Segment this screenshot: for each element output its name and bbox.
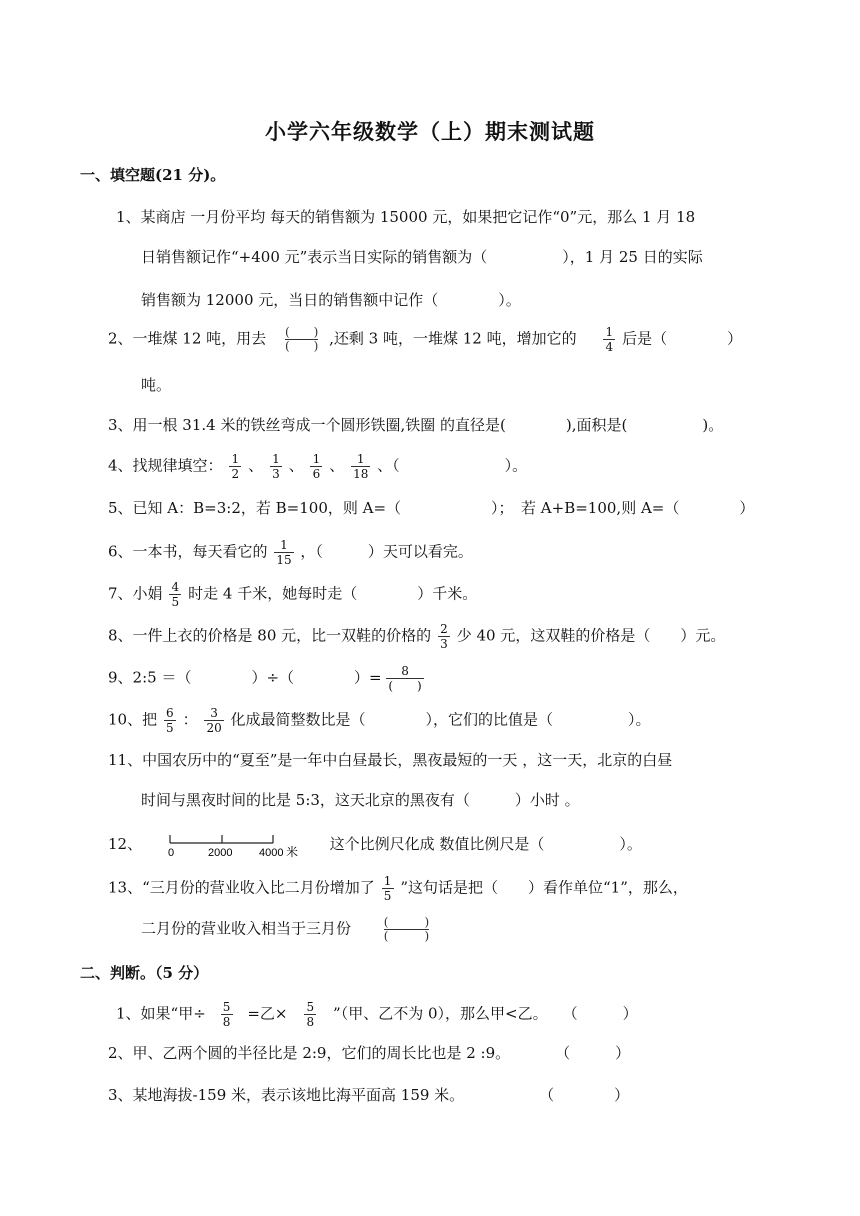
section-judge-heading: 二、判断。（5 分）: [80, 964, 209, 982]
j1-line: [116, 1000, 638, 1029]
q4-separator: 、: [329, 456, 345, 475]
q13-line1: [108, 874, 688, 903]
fraction-numerator: 5: [306, 1000, 315, 1014]
q2-blank-numerator: ( ): [284, 325, 319, 339]
fraction-numerator: 5: [222, 1000, 231, 1014]
q2-line2: 吨。: [141, 376, 172, 394]
fraction-denominator: 3: [440, 637, 448, 651]
fraction-denominator: 4: [605, 340, 614, 354]
q7-fraction: [169, 580, 181, 609]
fraction-denominator: 20: [206, 721, 222, 735]
q5-line: 5、已知 A：B=3:2，若 B=100，则 A=（ ）； 若 A+B=100,则 A=（ ）: [108, 499, 755, 517]
q7-text-a: 7、小娟: [108, 584, 163, 603]
fraction-denominator: 8: [222, 1015, 231, 1029]
q4-text-a: 4、找规律填空：: [108, 456, 223, 475]
q12-number: 12、: [108, 835, 143, 853]
q9-fraction[interactable]: [386, 664, 423, 693]
fraction-denominator: 5: [383, 889, 392, 903]
fraction-numerator: 1: [356, 452, 365, 466]
q2-line1: [108, 325, 742, 354]
scale-ruler-graphic: [167, 832, 305, 858]
q13-fraction-blank[interactable]: [384, 916, 429, 943]
fraction-numerator: 3: [210, 706, 218, 720]
page-title: 小学六年级数学（上）期末测试题: [265, 119, 595, 144]
q9-text-a: 9、2:5 ＝（ ）÷（ ）=: [108, 668, 382, 687]
ruler-unit: 米: [285, 845, 298, 858]
q10-line: [108, 706, 651, 735]
j2-line: 2、甲、乙两个圆的半径比是 2:9，它们的周长比也是 2 :9。 （ ）: [108, 1044, 631, 1062]
fraction-denominator: 8: [306, 1015, 315, 1029]
q1-line2: 日销售额记作“+400 元”表示当日实际的销售额为（ ），1 月 25 日的实际: [141, 248, 703, 266]
q11-line2: 时间与黑夜时间的比是 5:3，这天北京的黑夜有（ ）小时 。: [141, 791, 580, 809]
q12-line: [108, 832, 642, 858]
q13-blank-denominator: ( ): [383, 929, 430, 943]
fraction-numerator: 4: [171, 580, 180, 594]
q2-fraction-quarter: [603, 325, 615, 354]
q7-text-b: 时走 4 千米，她每时走（ ）千米。: [188, 584, 478, 603]
q11-line1: 11、中国农历中的“夏至”是一年中白昼最长，黑夜最短的一天 ，这一天，北京的白昼: [108, 751, 673, 769]
q10-text-a: 10、把: [108, 710, 158, 729]
q10-text-b: 化成最简整数比是（ ），它们的比值是（ ）。: [230, 710, 651, 729]
j1-text-a: 1、如果“甲÷: [116, 1004, 206, 1023]
q4-line: [108, 452, 527, 481]
q4-fraction-2: [270, 452, 282, 481]
j1-text-c: ”（甲、乙不为 0），那么甲<乙。 （ ）: [333, 1004, 638, 1023]
fraction-denominator: 5: [166, 721, 174, 735]
q13-blank-numerator: ( ): [383, 915, 430, 929]
q8-text-a: 8、一件上衣的价格是 80 元，比一双鞋的价格的: [108, 626, 432, 645]
q4-text-b: 、（ ）。: [377, 456, 528, 475]
fraction-numerator: 1: [605, 325, 614, 339]
q2-blank-denominator: ( ): [284, 339, 319, 353]
fraction-numerator: 1: [272, 452, 280, 466]
fraction-numerator: 8: [401, 664, 409, 678]
q2-text-a: 2、一堆煤 12 吨，用去: [108, 329, 267, 348]
j3-line: 3、某地海拔-159 米，表示该地比海平面高 159 米。 （ ）: [108, 1086, 630, 1104]
q8-line: [108, 622, 725, 651]
q4-fraction-4: [351, 452, 370, 481]
fraction-numerator: 6: [166, 706, 174, 720]
fraction-numerator: 1: [383, 874, 392, 888]
q13-line2: [141, 916, 433, 943]
q13-text-l2: 二月份的营业收入相当于三月份: [141, 919, 352, 938]
q10-fraction-2: [204, 706, 223, 735]
q1-line3: 销售额为 12000 元，当日的销售额中记作（ ）。: [141, 291, 521, 309]
section-fill-heading: 一、填空题(21 分)。: [80, 166, 226, 184]
j1-fraction-2: [304, 1000, 316, 1029]
fraction-denominator: 18: [353, 467, 369, 481]
fraction-numerator: 2: [440, 622, 448, 636]
q13-text-b: ”这句话是把（ ）看作单位“1”，那么，: [400, 878, 688, 897]
scale-ruler: [167, 832, 305, 858]
q10-fraction-1: [164, 706, 176, 735]
q9-line: [108, 664, 426, 693]
q4-separator: 、: [288, 456, 304, 475]
q4-fraction-1: [229, 452, 241, 481]
q3-line: 3、用一根 31.4 米的铁丝弯成一个圆形铁圈,铁圈 的直径是( ),面积是( )。: [108, 416, 724, 434]
fraction-denominator: 5: [171, 595, 180, 609]
q6-text-a: 6、一本书，每天看它的: [108, 542, 268, 561]
q4-separator: 、: [248, 456, 264, 475]
ruler-label-2000: 2000: [207, 847, 233, 858]
q10-colon: ：: [182, 710, 198, 729]
q7-line: [108, 580, 477, 609]
ruler-label-0: 0: [167, 847, 174, 858]
fraction-numerator: 1: [280, 538, 288, 552]
q4-fraction-3: [310, 452, 322, 481]
fraction-numerator: 1: [231, 452, 240, 466]
q9-blank-denominator: ( ): [388, 679, 422, 693]
q8-text-b: 少 40 元，这双鞋的价格是（ ）元。: [456, 626, 726, 645]
fraction-denominator: 6: [312, 467, 321, 481]
q6-line: [108, 538, 473, 567]
q13-text-a: 13、“三月份的营业收入比二月份增加了: [108, 878, 375, 897]
fraction-denominator: 2: [231, 467, 240, 481]
ruler-label-4000: 4000: [258, 847, 284, 858]
q13-fraction: [382, 874, 394, 903]
q2-fraction-blank[interactable]: [285, 326, 318, 353]
q2-text-c: 后是（ ）: [622, 329, 743, 348]
q1-line1: 1、某商店 一月份平均 每天的销售额为 15000 元，如果把它记作“0”元，那么 1 月 18: [116, 208, 696, 226]
fraction-denominator: 3: [272, 467, 280, 481]
q8-fraction: [438, 622, 450, 651]
q12-text: 这个比例尺化成 数值比例尺是（ ）。: [329, 835, 642, 853]
fraction-denominator: 15: [276, 553, 292, 567]
j1-text-b: =乙×: [247, 1004, 288, 1023]
q6-text-b: ，（ ）天可以看完。: [300, 542, 473, 561]
j1-fraction-1: [221, 1000, 233, 1029]
q2-text-b: ,还剩 3 吨，一堆煤 12 吨，增加它的: [329, 329, 577, 348]
fraction-numerator: 1: [312, 452, 321, 466]
q6-fraction: [274, 538, 293, 567]
